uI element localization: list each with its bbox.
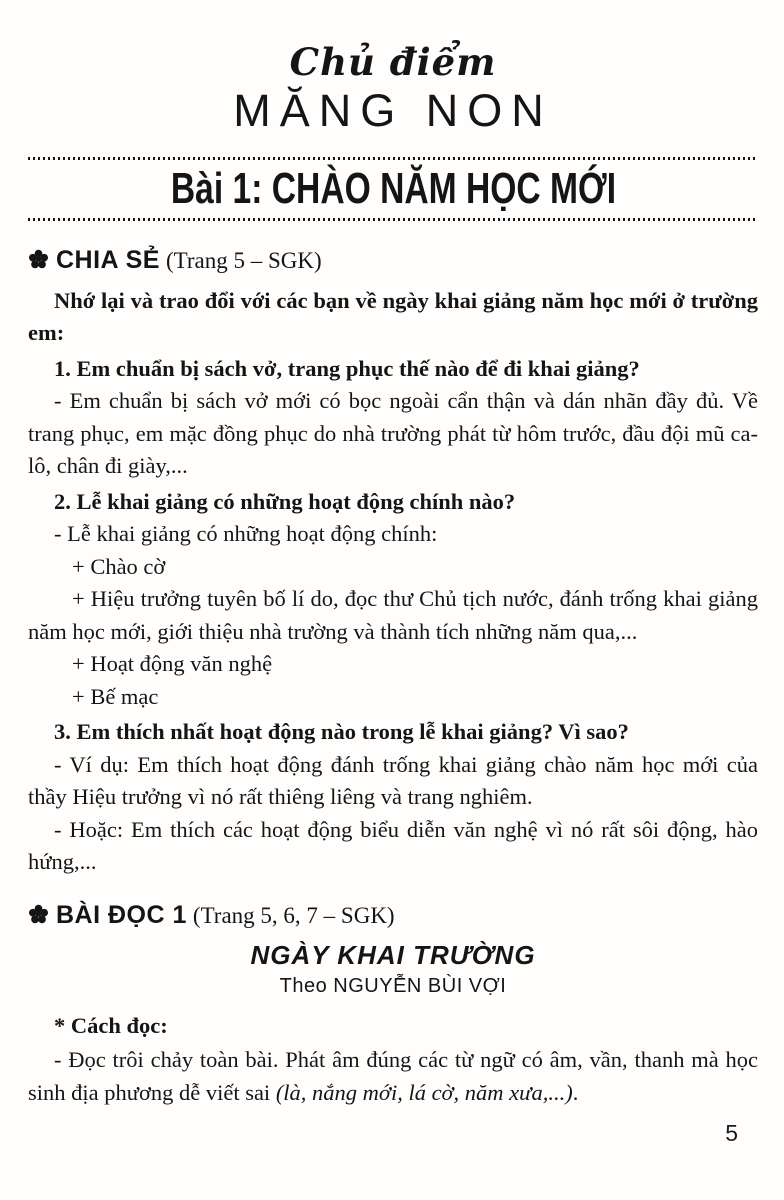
theme-title: MĂNG NON xyxy=(233,84,553,136)
chia-se-heading xyxy=(28,244,758,277)
answer-2-item-1: + Chào cờ xyxy=(72,553,166,579)
flower-icon xyxy=(28,904,49,925)
cach-doc-examples: (là, nắng mới, lá cờ, năm xưa,...) xyxy=(275,1079,573,1105)
series-label: Chủ điểm xyxy=(289,40,497,84)
lesson-title: Bài 1: CHÀO NĂM HỌC MỚI xyxy=(170,163,616,213)
dotted-rule-bottom xyxy=(28,218,758,221)
answer-3-example: - Ví dụ: Em thích hoạt động đánh trống khai giảng chào năm học mới của thầy Hiệu trưởng vì nó rất thiêng liêng và trang nghiêm. xyxy=(28,751,758,810)
answer-2-item-2: + Hiệu trưởng tuyên bố lí do, đọc thư Chủ tịch nước, đánh trống khai giảng năm học mới, giới thiệu nhà trường và thành tích những năm qua,... xyxy=(28,586,758,644)
bai-doc-heading xyxy=(28,899,758,932)
cach-doc-tail: . xyxy=(572,1079,579,1105)
bai-doc-title: BÀI ĐỌC 1 xyxy=(56,900,187,929)
chia-se-intro: Nhớ lại và trao đổi với các bạn về ngày khai giảng năm học mới ở trường em: xyxy=(28,287,758,346)
reading-author: Theo NGUYỄN BÙI VỢI xyxy=(279,974,507,997)
chia-se-page-ref: (Trang 5 – SGK) xyxy=(165,247,322,273)
reading-title: NGÀY KHAI TRƯỜNG xyxy=(250,939,536,970)
bai-doc-page-ref: (Trang 5, 6, 7 – SGK) xyxy=(192,902,395,928)
answer-2-item-4: + Bế mạc xyxy=(72,683,159,709)
question-2: 2. Lễ khai giảng có những hoạt động chính nào? xyxy=(54,488,516,514)
page-number: 5 xyxy=(725,1120,738,1146)
chia-se-title: CHIA SẺ xyxy=(56,245,160,274)
section-bai-doc-1 xyxy=(28,899,758,1110)
question-3: 3. Em thích nhất hoạt động nào trong lễ khai giảng? Vì sao? xyxy=(54,719,629,745)
answer-2-intro: - Lễ khai giảng có những hoạt động chính: xyxy=(54,521,438,547)
flower-icon xyxy=(28,249,49,270)
cach-doc-paragraph xyxy=(28,1044,758,1109)
lesson-banner xyxy=(28,150,758,230)
section-chia-se xyxy=(28,244,758,879)
theme-header xyxy=(28,42,758,134)
question-1: 1. Em chuẩn bị sách vở, trang phục thế nào để đi khai giảng? xyxy=(54,355,640,381)
cach-doc-text: - Đọc trôi chảy toàn bài. Phát âm đúng các từ ngữ có âm, vần, thanh mà học sinh địa phương dễ viết sai xyxy=(28,1047,758,1105)
cach-doc-heading: * Cách đọc: xyxy=(54,1012,168,1038)
answer-2-item-3: + Hoạt động văn nghệ xyxy=(72,651,273,677)
answer-1: - Em chuẩn bị sách vở mới có bọc ngoài cẩn thận và dán nhãn đầy đủ. Về trang phục, em mặc đồng phục do nhà trường phát từ hôm trước, đầu đội mũ ca-lô, chân đi giày,... xyxy=(28,388,758,479)
answer-3-alternative: - Hoặc: Em thích các hoạt động biểu diễn văn nghệ vì nó rất sôi động, hào hứng,... xyxy=(28,816,758,875)
